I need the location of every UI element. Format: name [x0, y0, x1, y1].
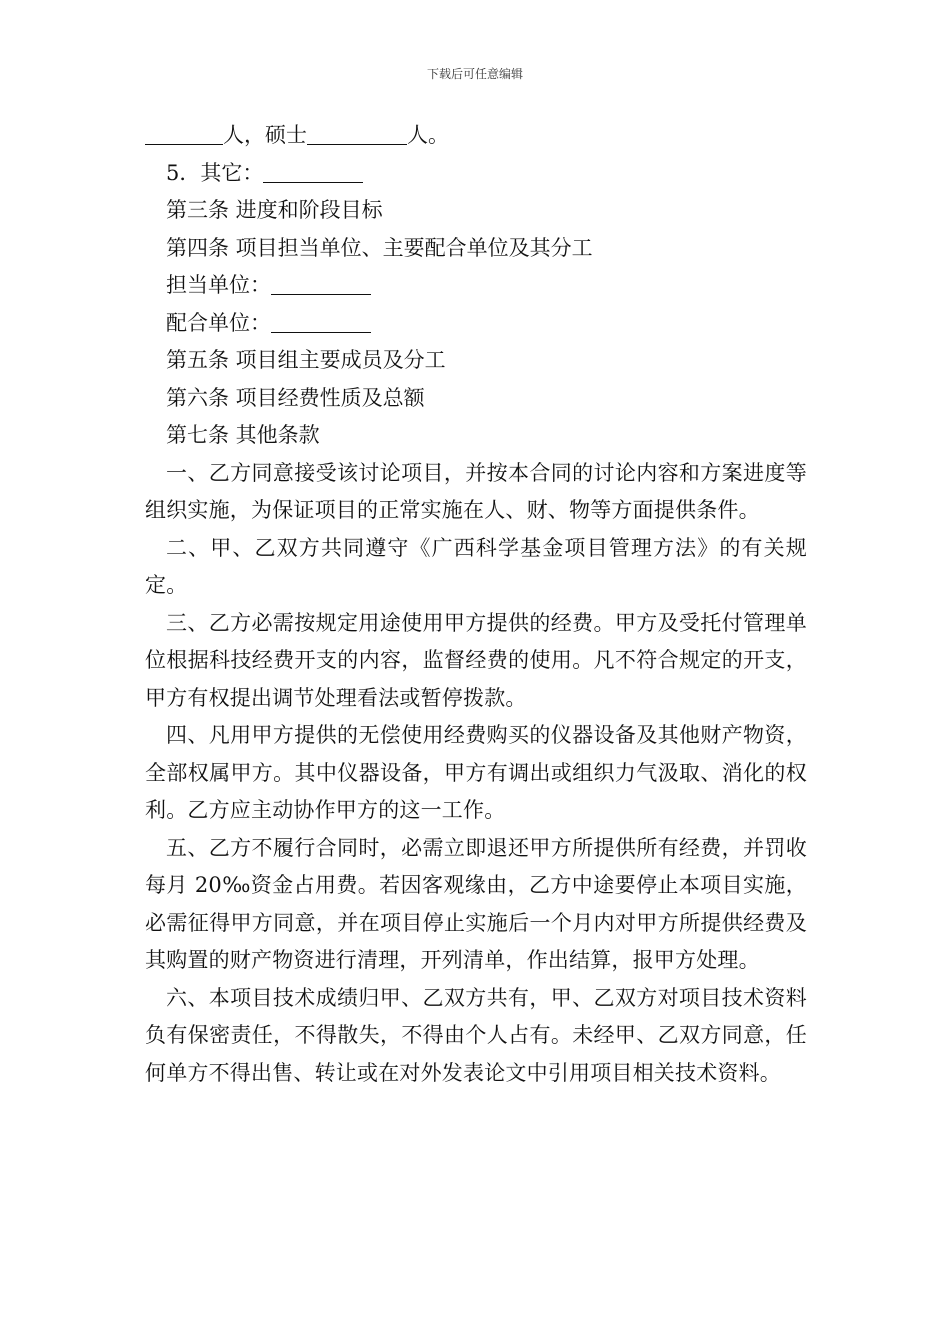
- page-header: 下载后可任意编辑: [426, 67, 523, 81]
- clause-paragraph: 六、本项目技术成绩归甲、乙双方共有，甲、乙双方对项目技术资料负有保密责任，不得散失，不得由个人占有。未经甲、乙双方同意，任何单方不得出售、转让或在对外发表论文中引用项目相关技术资料。: [145, 985, 807, 1085]
- clause-paragraph: 二、甲、乙双方共同遵守《广西科学基金项目管理方法》的有关规定。: [145, 535, 807, 597]
- blank-field: [307, 120, 407, 145]
- text-segment: 人，硕士: [223, 123, 307, 147]
- text-segment: 人。: [407, 123, 449, 147]
- text-segment: 5．其它：: [166, 160, 264, 185]
- document-body: [145, 117, 807, 1092]
- lead-unit-line: [145, 267, 807, 305]
- blank-field: [145, 120, 223, 145]
- clause-paragraph: 五、乙方不履行合同时，必需立即退还甲方所提供所有经费，并罚收每月 20‰资金占用费。若因客观缘由，乙方中途要停止本项目实施，必需征得甲方同意，并在项目停止实施后一个月内对甲方所提供经费及其购置的财产物资进行清理，开列清单，作出结算，报甲方处理。: [145, 835, 807, 972]
- article-7-heading: 第七条 其他条款: [166, 423, 320, 447]
- text-segment: 配合单位：: [166, 310, 271, 335]
- article-4-heading: 第四条 项目担当单位、主要配合单位及其分工: [166, 235, 593, 260]
- blank-field: [271, 270, 371, 295]
- clause-paragraph: 三、乙方必需按规定用途使用甲方提供的经费。甲方及受托付管理单位根据科技经费开支的内容，监督经费的使用。凡不符合规定的开支，甲方有权提出调节处理看法或暂停拨款。: [145, 610, 807, 710]
- article-3-heading: 第三条 进度和阶段目标: [166, 198, 383, 222]
- staff-count-line: [145, 117, 807, 155]
- clause-paragraph: 四、凡用甲方提供的无偿使用经费购买的仪器设备及其他财产物资，全部权属甲方。其中仪器设备，甲方有调出或组织力气汲取、消化的权利。乙方应主动协作甲方的这一工作。: [145, 723, 807, 822]
- blank-field: [271, 308, 371, 333]
- article-5-heading: 第五条 项目组主要成员及分工: [166, 348, 446, 372]
- article-6-heading: 第六条 项目经费性质及总额: [166, 385, 425, 410]
- coop-unit-line: [145, 305, 807, 343]
- text-segment: 担当单位：: [166, 273, 271, 297]
- blank-field: [263, 158, 363, 183]
- other-line: [145, 155, 807, 193]
- clause-paragraph: 一、乙方同意接受该讨论项目，并按本合同的讨论内容和方案进度等组织实施，为保证项目的正常实施在人、财、物等方面提供条件。: [145, 460, 807, 522]
